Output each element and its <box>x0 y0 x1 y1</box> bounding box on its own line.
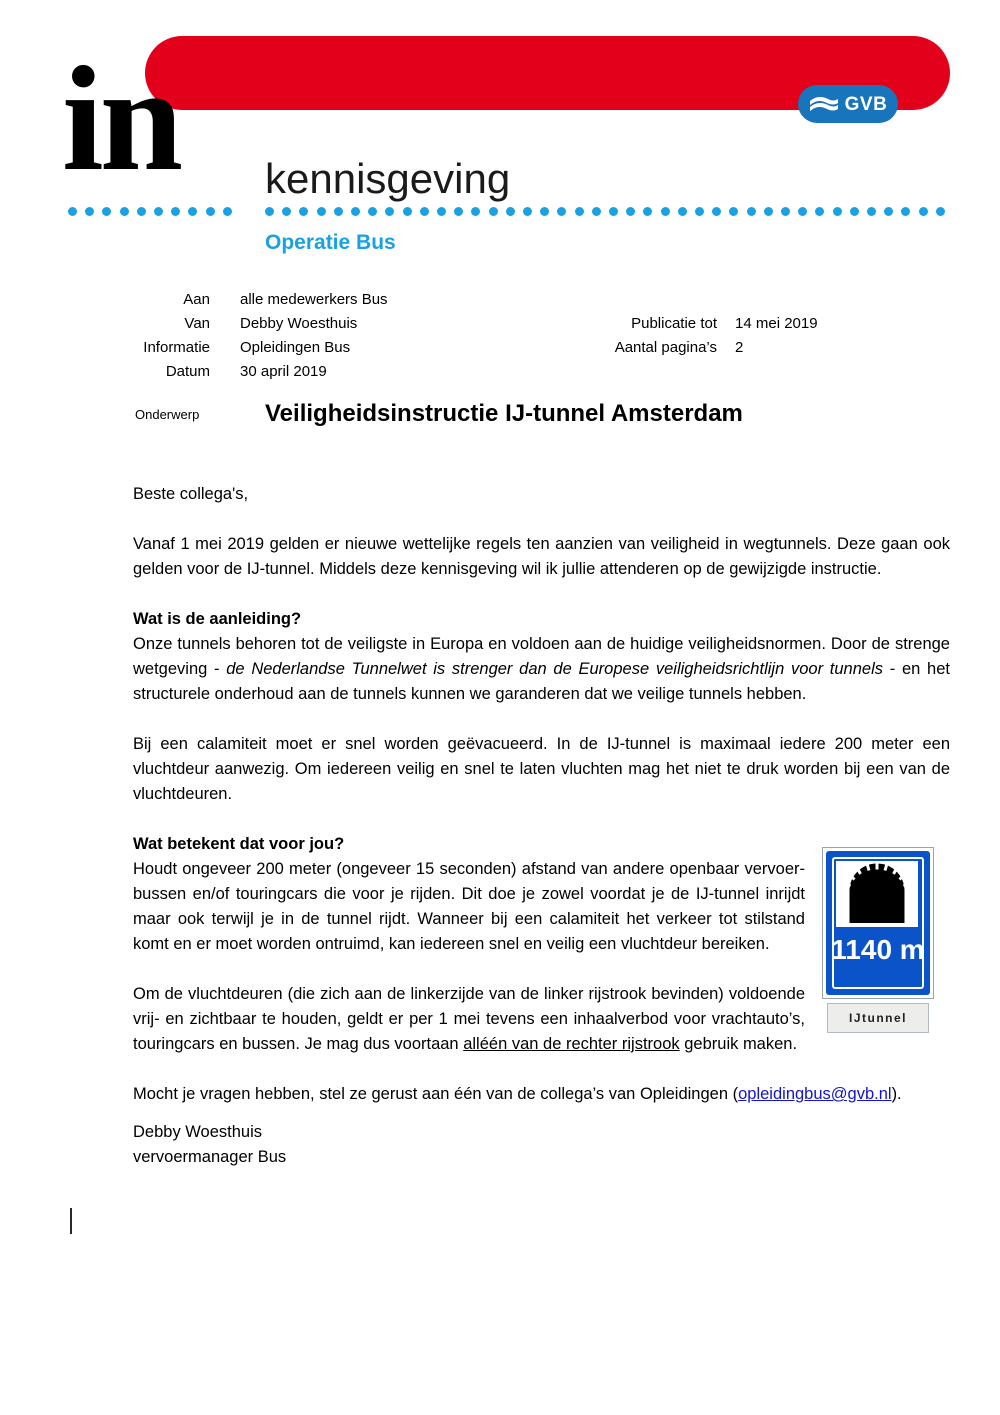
dot <box>317 207 326 216</box>
intro-paragraph: Vanaf 1 mei 2019 gelden er nieuwe wettelijke regels ten aanzien van veiligheid in wegtunnels. Deze gaan ook gelden voor de IJ-tunnel. Middels deze kennisgeving wil ik jullie attenderen op de gewijzigde instructie. <box>133 535 950 578</box>
dot <box>171 207 180 216</box>
dot <box>403 207 412 216</box>
dot <box>901 207 910 216</box>
meta-label: Van <box>184 315 210 332</box>
in-logo: in <box>62 36 180 202</box>
signature-role: vervoermanager Bus <box>133 1148 287 1166</box>
dot <box>815 207 824 216</box>
paragraph-text-part: Onze tunnels behoren tot de veiligste in Europa en voldoen aan de huidige veiligheidsnormen. Door de strenge wetgeving - <box>133 635 950 678</box>
paragraph-underlined-part: alléén van de rechter rijstrook <box>463 1035 680 1053</box>
paragraph-vragen <box>133 1082 950 1107</box>
dot <box>695 207 704 216</box>
gvb-logo <box>798 85 898 123</box>
dot <box>661 207 670 216</box>
dot <box>437 207 446 216</box>
dot <box>489 207 498 216</box>
dot <box>299 207 308 216</box>
dotted-rule-right <box>265 207 950 216</box>
email-link[interactable]: opleidingbus@gvb.nl <box>738 1085 892 1103</box>
dot <box>68 207 77 216</box>
section-heading-aanleiding: Wat is de aanleiding? <box>133 610 302 628</box>
spacer <box>133 1057 950 1082</box>
paragraph-text-part: Mocht je vragen hebben, stel ze gerust aan één van de collega’s van Opleidingen ( <box>133 1085 739 1103</box>
dot <box>85 207 94 216</box>
section-heading-betekenis: Wat betekent dat voor jou? <box>133 835 345 853</box>
paragraph-afstand: Houdt ongeveer 200 meter (ongeveer 15 seconden) afstand van andere openbaar vervoer-bussen en/of touringcars die voor je rijden. Dit doe je zowel voordat je de IJ-tunnel inrijdt maar ook terwijl je in de tunnel rijdt. Wanneer bij een calamiteit het verkeer tot stilstand komt en er moet worden ontruimd, kan iedereen snel en veilig een vluchtdeur bereiken. <box>133 860 805 953</box>
document-type-title: kennisgeving <box>265 155 511 202</box>
dot <box>120 207 129 216</box>
dot <box>137 207 146 216</box>
dot <box>265 207 274 216</box>
meta-right-column <box>560 312 890 360</box>
document-body <box>133 482 950 1107</box>
dot <box>454 207 463 216</box>
dot <box>936 207 945 216</box>
meta-left-column <box>130 288 560 384</box>
meta-label: Publicatie tot <box>631 315 717 332</box>
dot <box>781 207 790 216</box>
meta-row <box>560 336 890 360</box>
subject-label: Onderwerp <box>135 407 200 422</box>
paragraph-text-part: Om de vluchtdeuren (die zich aan de linkerzijde van de linker rijstrook bevinden) voldoende vrij- en zichtbaar te houden, geldt er per 1 mei tevens een inhaalverbod voor vrachtauto’s, touringcars en bussen. Je mag dus voortaan <box>133 985 805 1053</box>
dot <box>334 207 343 216</box>
paragraph-text-part: gebruik maken. <box>679 1035 798 1053</box>
spacer <box>133 707 950 732</box>
gvb-logo-text: GVB <box>844 93 888 115</box>
dot <box>188 207 197 216</box>
meta-row <box>130 312 560 336</box>
dot <box>523 207 532 216</box>
dot <box>850 207 859 216</box>
tunnel-name-text: IJtunnel <box>848 1011 907 1025</box>
spacer <box>133 807 950 832</box>
paragraph-text-part: ). <box>891 1085 902 1103</box>
meta-label: Informatie <box>143 339 210 356</box>
signature-block <box>133 1120 286 1170</box>
dot <box>223 207 232 216</box>
dot <box>643 207 652 216</box>
dot <box>729 207 738 216</box>
dot <box>282 207 291 216</box>
meta-value: 2 <box>735 339 744 356</box>
dot <box>833 207 842 216</box>
dot <box>747 207 756 216</box>
dot <box>368 207 377 216</box>
dot <box>592 207 601 216</box>
tunnel-length-text: 1140 m <box>831 934 925 965</box>
gvb-wave-icon <box>809 93 839 115</box>
dot <box>557 207 566 216</box>
paragraph-aanleiding <box>133 632 950 707</box>
dot <box>678 207 687 216</box>
page-title: Veiligheidsinstructie IJ-tunnel Amsterdam <box>265 400 743 427</box>
dot <box>609 207 618 216</box>
dot <box>102 207 111 216</box>
dot <box>884 207 893 216</box>
meta-value: 30 april 2019 <box>240 363 327 380</box>
page-footer-mark <box>70 1208 72 1234</box>
dot <box>764 207 773 216</box>
meta-label: Datum <box>165 363 210 380</box>
dot <box>712 207 721 216</box>
meta-row <box>560 312 890 336</box>
paragraph-inhaalverbod <box>133 982 805 1057</box>
dot <box>385 207 394 216</box>
dot <box>471 207 480 216</box>
department-label: Operatie Bus <box>265 231 396 254</box>
spacer <box>133 957 950 982</box>
dot <box>154 207 163 216</box>
paragraph-text-part: - en het structurele onderhoud aan de tunnels kunnen we garanderen dat we veilige tunnels hebben. <box>133 660 950 703</box>
dot <box>420 207 429 216</box>
paragraph-italic-part: de Nederlandse Tunnelwet is strenger dan de Europese veiligheidsrichtlijn voor tunnels <box>226 660 884 678</box>
dot <box>919 207 928 216</box>
meta-value: Opleidingen Bus <box>240 339 351 356</box>
spacer <box>133 507 950 532</box>
meta-label: Aantal pagina’s <box>614 339 717 356</box>
meta-row <box>130 360 560 384</box>
dot <box>575 207 584 216</box>
dot <box>540 207 549 216</box>
dot <box>351 207 360 216</box>
dotted-rule-left <box>68 207 238 216</box>
dot <box>506 207 515 216</box>
spacer <box>133 582 950 607</box>
meta-value: 14 mei 2019 <box>735 315 818 332</box>
dot <box>626 207 635 216</box>
dot <box>867 207 876 216</box>
meta-value: alle medewerkers Bus <box>240 291 388 308</box>
dot <box>206 207 215 216</box>
salutation: Beste collega's, <box>133 485 249 503</box>
meta-value: Debby Woesthuis <box>240 315 358 332</box>
paragraph-calamiteit: Bij een calamiteit moet er snel worden geëvacueerd. In de IJ-tunnel is maximaal iedere 200 meter een vluchtdeur aanwezig. Om iedereen veilig en snel te laten vluchten mag het niet te druk worden bij een van de vluchtdeuren. <box>133 735 950 803</box>
meta-row <box>130 288 560 312</box>
meta-label: Aan <box>183 291 210 308</box>
dot <box>798 207 807 216</box>
meta-row <box>130 336 560 360</box>
signature-name: Debby Woesthuis <box>133 1123 263 1141</box>
